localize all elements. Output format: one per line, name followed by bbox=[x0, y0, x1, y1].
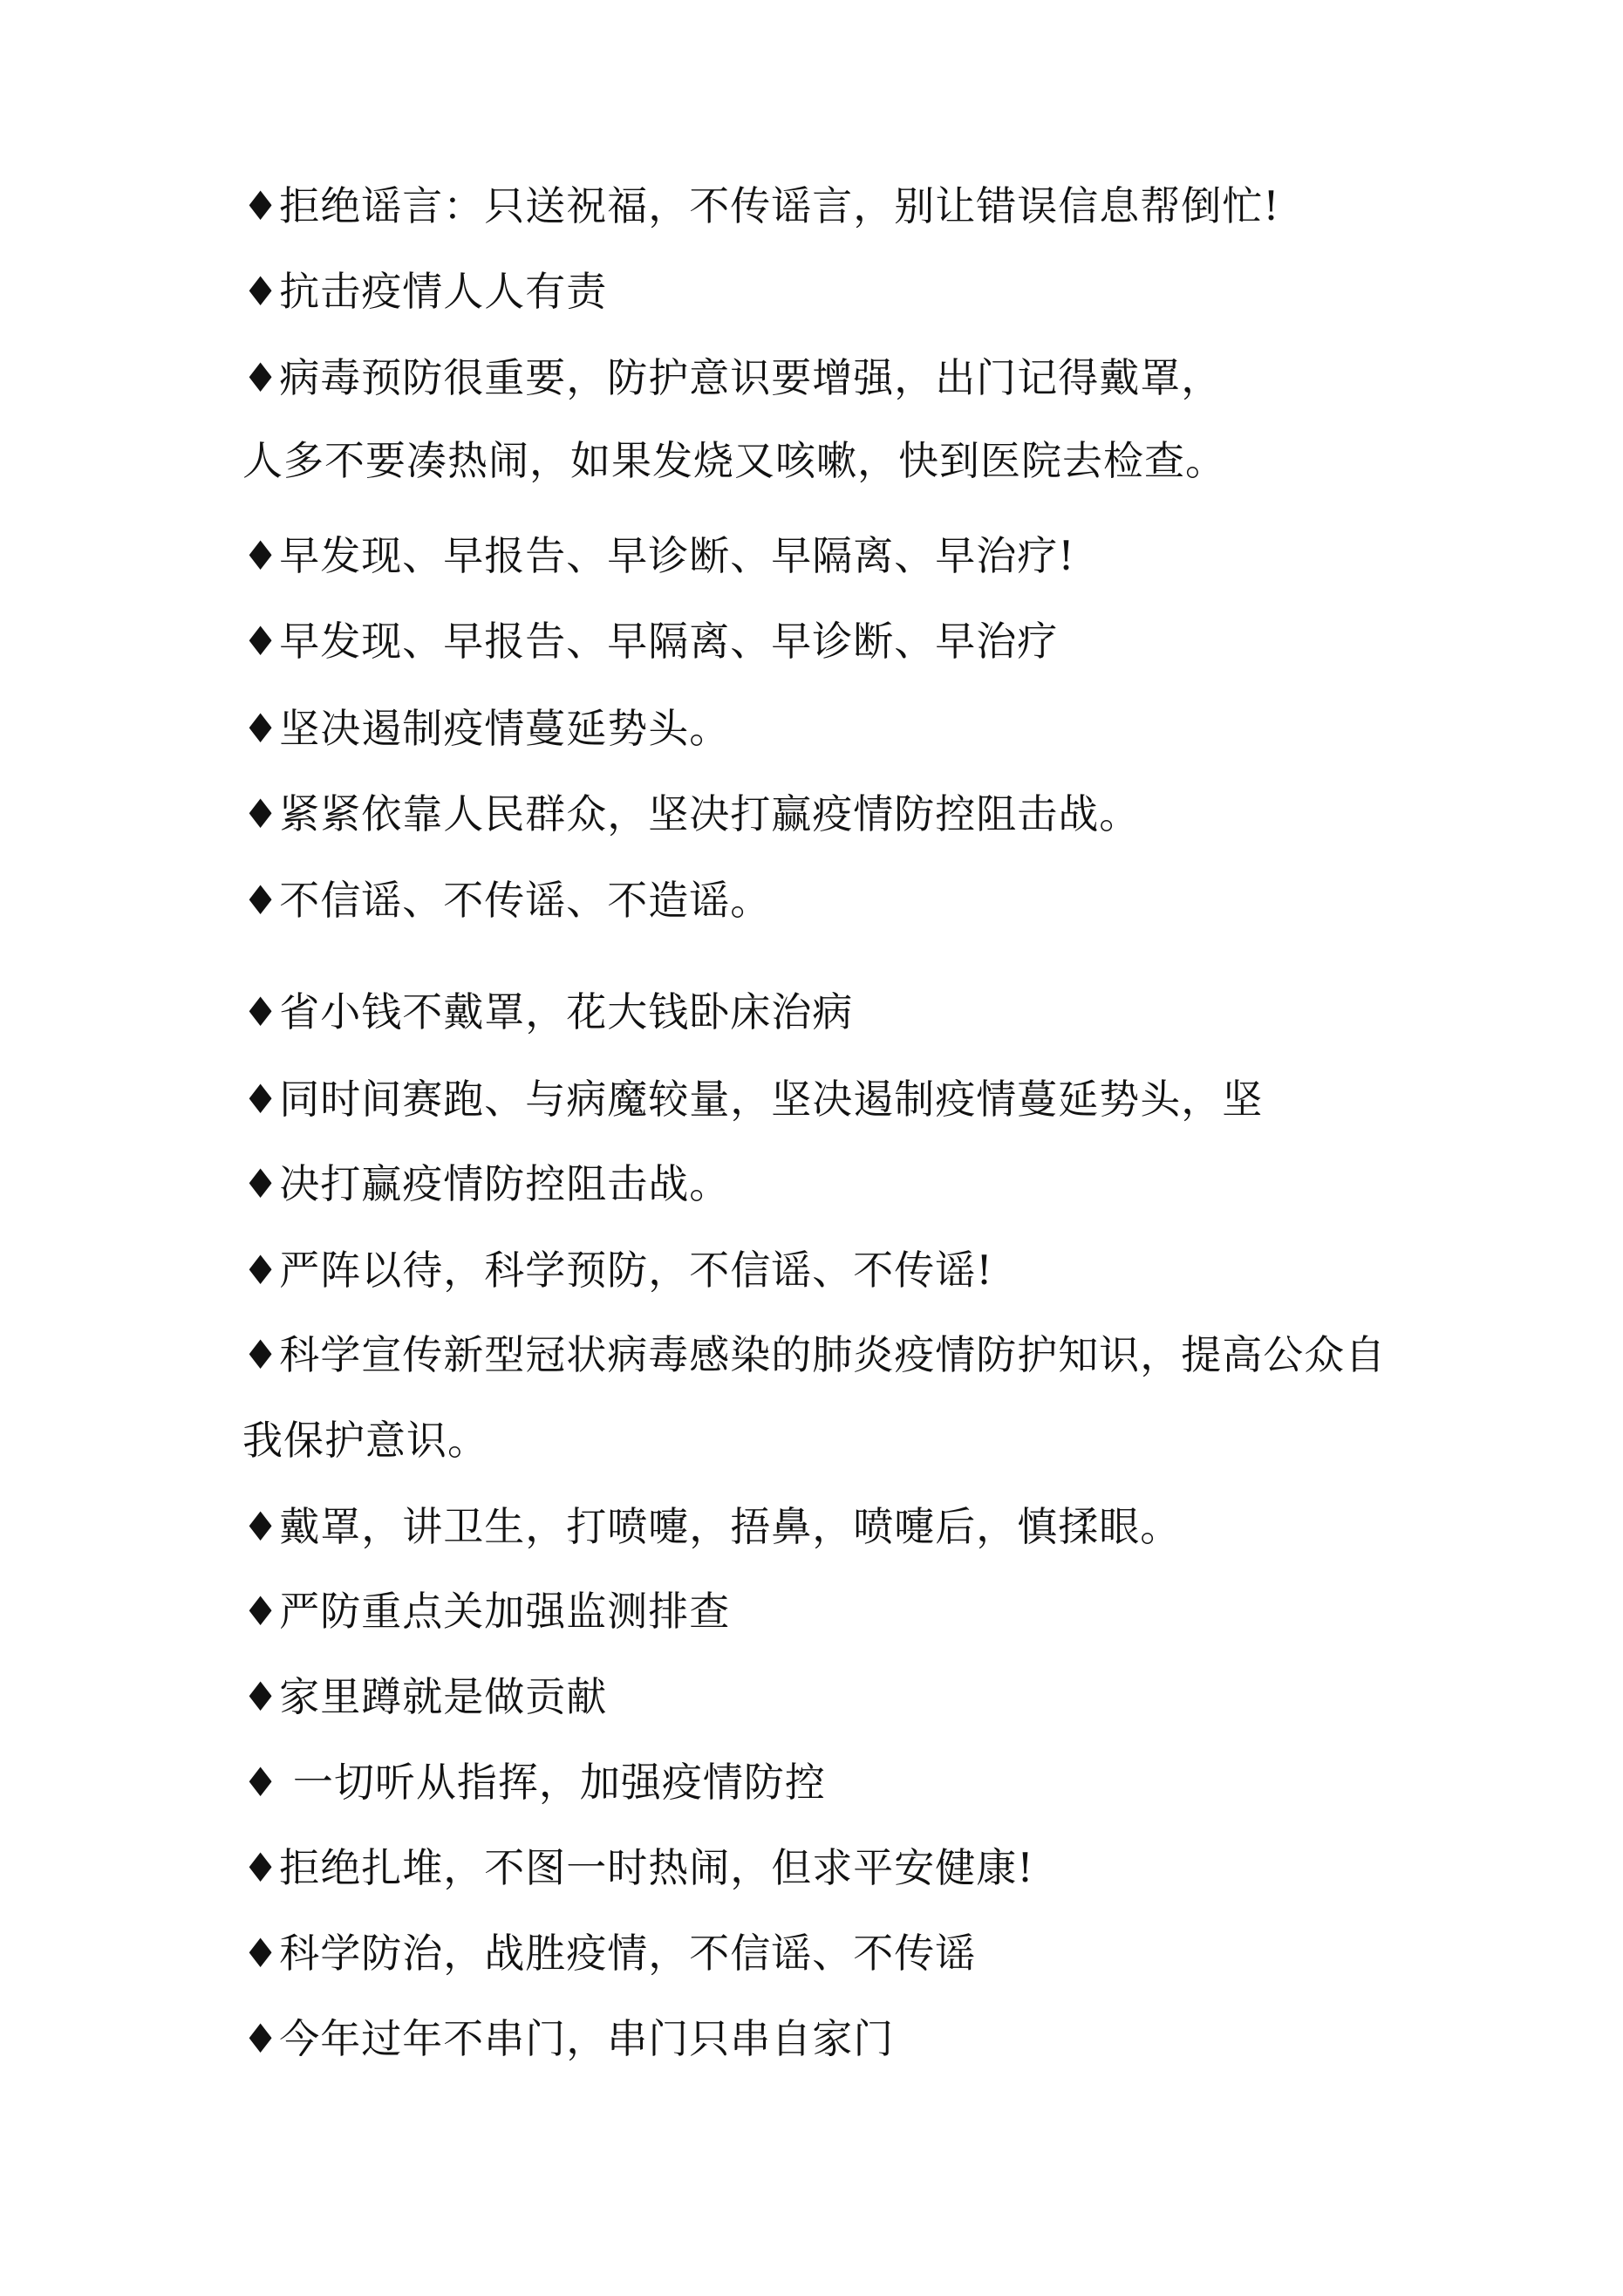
text-line: ♦病毒预防很重要，防护意识要增强，出门记得戴罩， bbox=[242, 354, 1223, 401]
text-line: ♦ 一切听从指挥，加强疫情防控 bbox=[242, 1759, 826, 1806]
text-line: ♦家里蹲就是做贡献 bbox=[242, 1673, 608, 1720]
text-line: ♦科学防治，战胜疫情，不信谣、不传谣 bbox=[242, 1930, 977, 1977]
text-line: ♦今年过年不串门，串门只串自家门 bbox=[242, 2015, 895, 2062]
text-line: ♦早发现、早报告、早诊断、早隔离、早治疗! bbox=[242, 532, 1075, 579]
text-line: ♦戴罩，讲卫生，打喷嚏，捂鼻，喷嚏后，慎揉眼。 bbox=[242, 1503, 1182, 1550]
text-line: ♦科学宣传新型冠状病毒感染的肺炎疫情防护知识，提高公众自 bbox=[242, 1331, 1387, 1378]
text-line: ♦严阵以待，科学预防，不信谣、不传谣! bbox=[242, 1247, 993, 1294]
text-line: ♦同时间赛跑、与病魔较量，坚决遏制疫情蔓延势头，坚 bbox=[242, 1076, 1264, 1123]
text-line: ♦拒绝扎堆，不图一时热闹，但求平安健康! bbox=[242, 1844, 1034, 1891]
text-line: ♦省小钱不戴罩，花大钱卧床治病 bbox=[242, 988, 854, 1035]
text-line: ♦严防重点关加强监测排查 bbox=[242, 1588, 731, 1635]
text-line: ♦决打赢疫情防控阻击战。 bbox=[242, 1160, 731, 1207]
text-line: 我保护意识。 bbox=[242, 1417, 488, 1464]
text-line: ♦坚决遏制疫情蔓延势头。 bbox=[242, 705, 731, 752]
text-line: ♦拒绝谣言：只送祝福，不传谣言，别让错误信息帮倒忙! bbox=[242, 182, 1280, 229]
text-line: ♦抗击疫情人人有责 bbox=[242, 268, 608, 315]
text-line: ♦紧紧依靠人民群众，坚决打赢疫情防控阻击战。 bbox=[242, 790, 1141, 837]
text-line: ♦早发现、早报告、早隔离、早诊断、早治疗 bbox=[242, 618, 1059, 665]
text-line: 人多不要凑热闹，如果发烧又咳嗽，快到医院去检查。 bbox=[242, 437, 1226, 484]
text-line: ♦不信谣、不传谣、不造谣。 bbox=[242, 877, 772, 924]
